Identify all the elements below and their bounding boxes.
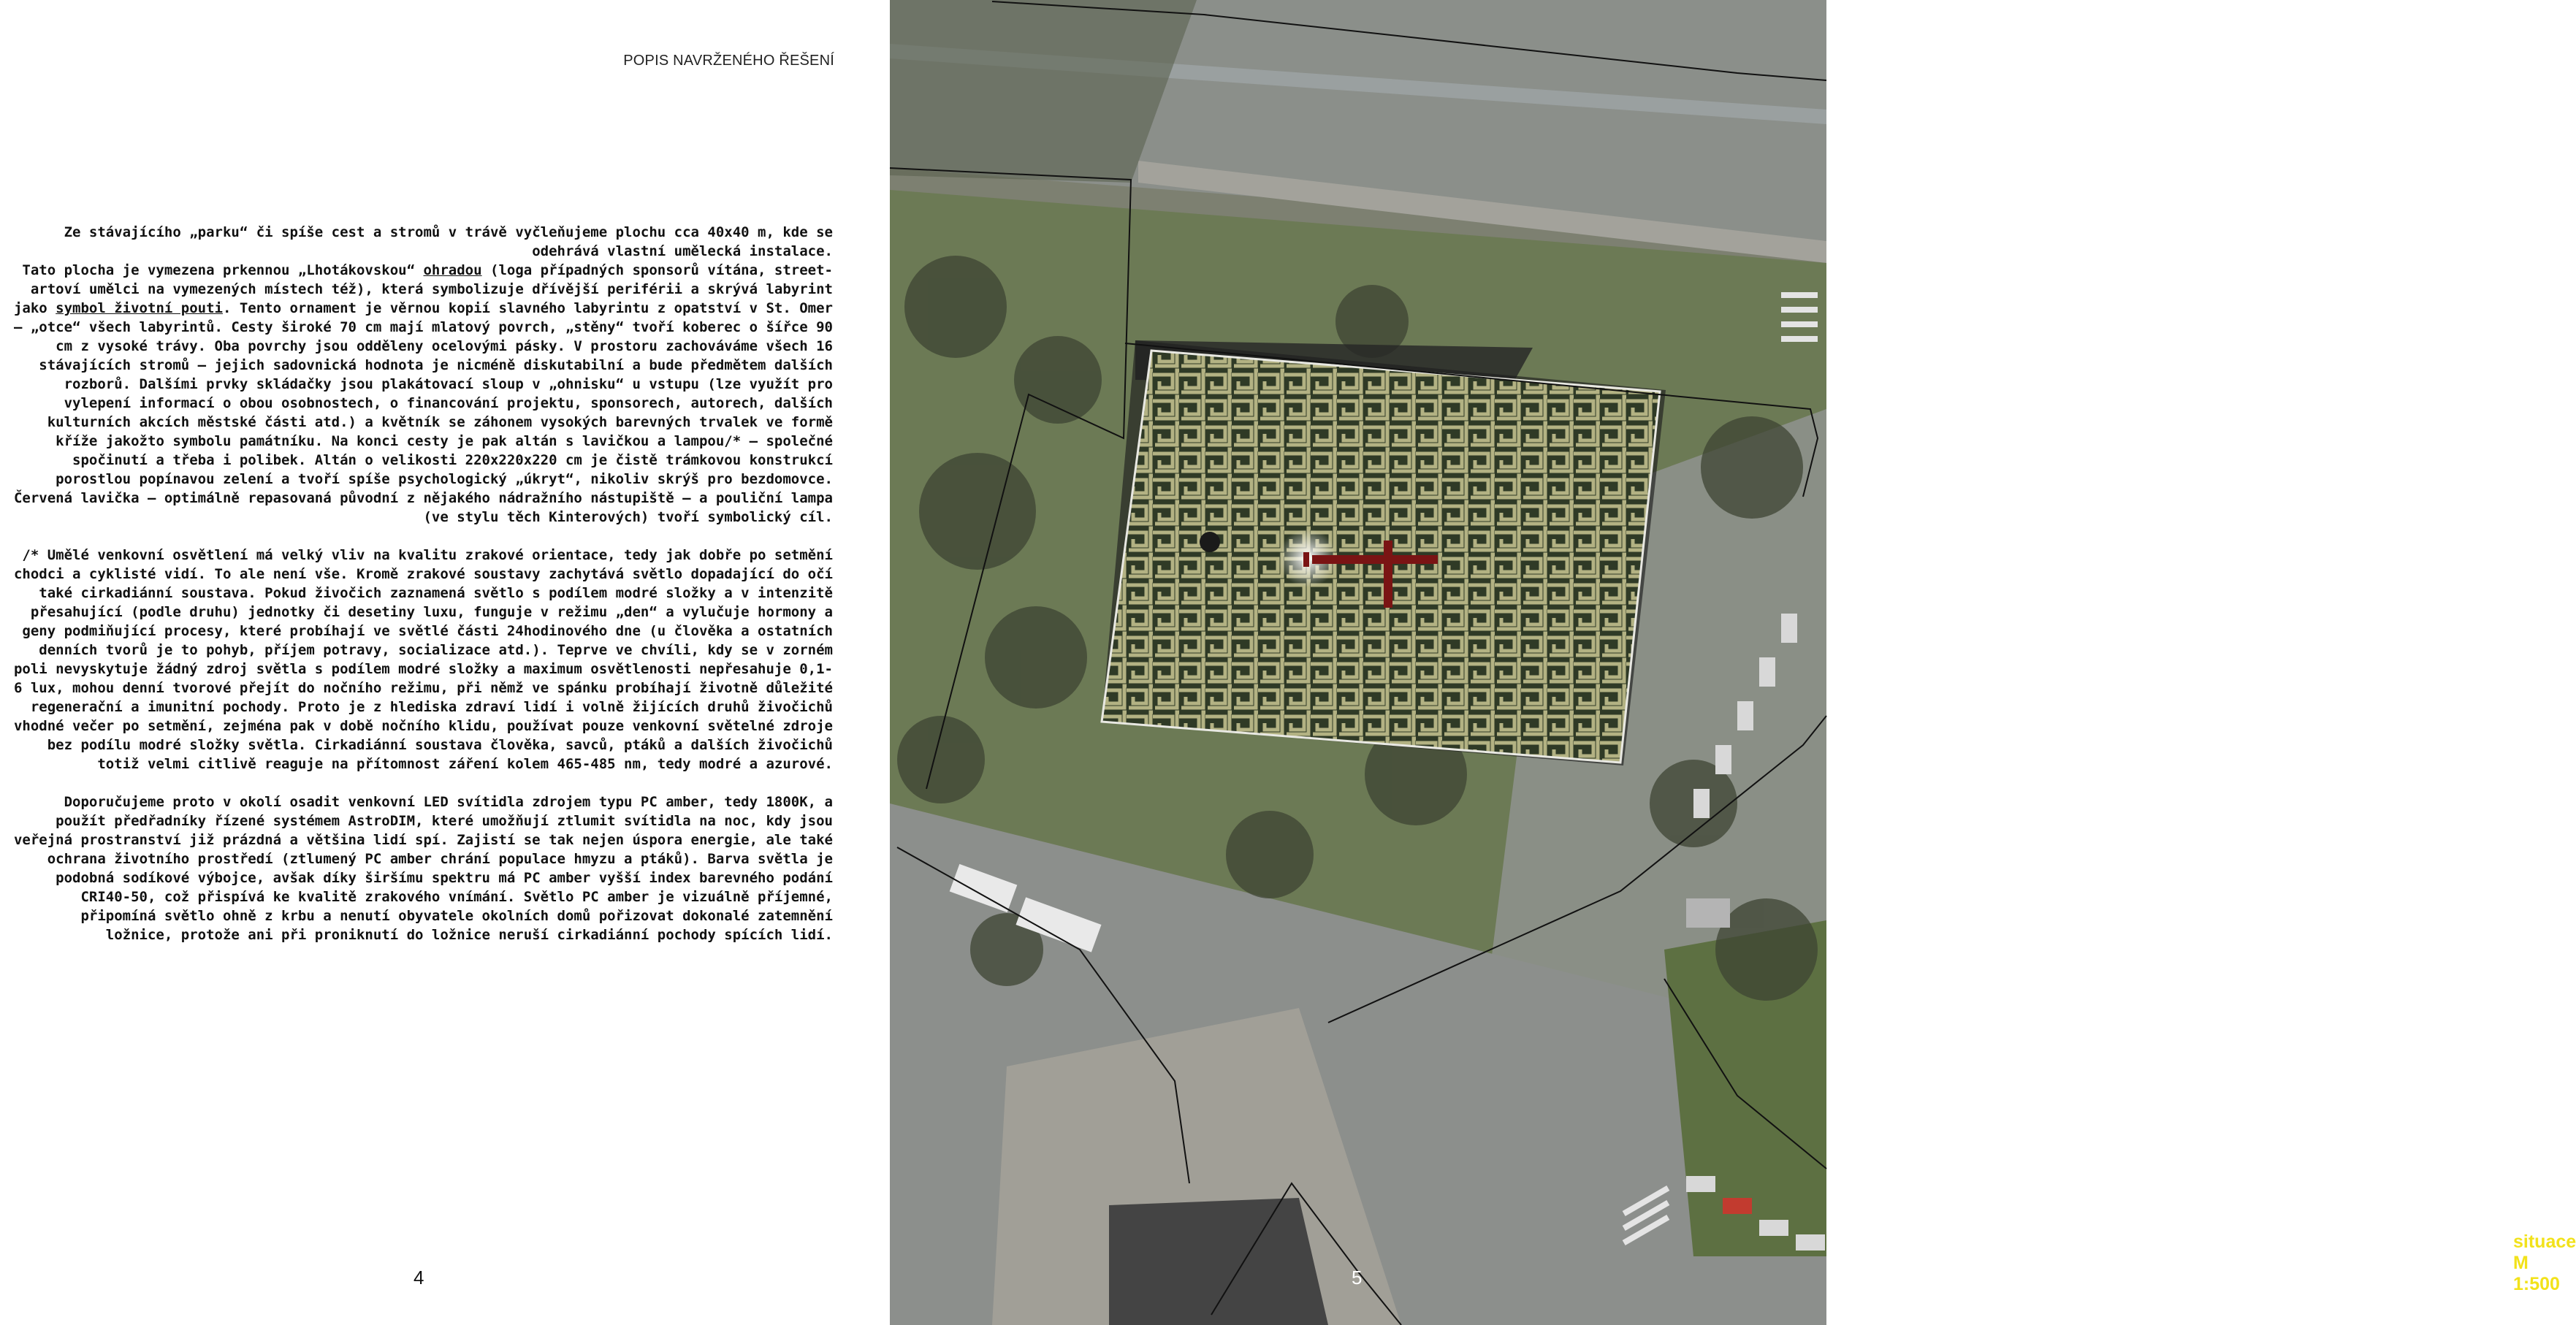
- scale-label: situace M 1:500: [2513, 1232, 2576, 1294]
- text-run: (loga případných sponsorů vítána, street-artoví umělci na vymezených místech též), která symbolizuje dřívější periférii a skrývá labyrint jako: [13, 262, 833, 316]
- underlined-symbol: symbol životní pouti: [56, 300, 223, 316]
- page-number-left: 4: [414, 1267, 424, 1288]
- page-header: POPIS NAVRŽENÉHO ŘEŠENÍ: [623, 53, 834, 69]
- kiosk: [1686, 898, 1730, 928]
- underlined-fence: ohradou: [423, 262, 482, 278]
- paragraph-installation: [6, 261, 833, 527]
- description-text: [6, 223, 833, 963]
- text-run: . Tento ornament je věrnou kopií slavného labyrintu z opatství v St. Omer – „otce“ všech labyrintů. Cesty široké 70 cm mají mlatový povrch, „stěny“ tvoří koberec o šířce 90 cm z vysoké trávy. Oba povrchy jsou odděleny ocelovými pásky. V prostoru zachováváme všech 16 stávajících stromů – jejich sadovnická hodnota je nicméně diskutabilní a bude předmětem dalších rozborů. Dalšími prvky skládačky jsou plakátovací sloup v „ohnisku“ u vstupu (lze využít pro vylepení informací o obou osobnostech, o financování projektu, sponsorech, autorech, dalších kulturních akcích městské části atd.) a květník se záhonem vysokých barevných trvalek ve formě kříže jakožto symbolu památníku. Na konci cesty je pak altán s lavičkou a lampou/* – společné spočinutí a třeba i polibek. Altán o velikosti 220x220x220 cm je čistě trámkovou konstrukcí porostlou popínavou zelení a tvoří spíše psychologický „úkryt“, nikoliv skrýš pro bezdomovce. Červená lavička – optimálně repasovaná původní z nějakého nádražního nástupiště – a pouliční lampa (ve stylu těch Kinterových) tvoří symbolický cíl.: [13, 300, 833, 525]
- text-run: Tato plocha je vymezena prkennou „Lhotákovskou“: [22, 262, 424, 278]
- paragraph-recommendation: Doporučujeme proto v okolí osadit venkovní LED svítidla zdrojem typu PC amber, tedy 1800K, a použít předřadníky řízené systémem AstroDIM, které umožňují ztlumit svítidla na noc, kdy jsou veřejná prostranství již prázdná a většina lidí spí. Zajistí se tak nejen úspora energie, ale také ochrana životního prostředí (ztlumený PC amber chrání populace hmyzu a ptáků). Barva světla je podobná sodíkové výbojce, avšak díky širšímu spektru má PC amber vyšší index barevného podání CRI40-50, což přispívá ke kvalitě zrakového vnímání. Světlo PC amber je vizuálně příjemné, připomíná světlo ohně z krbu a nenutí obyvatele okolních domů pořizovat dokonalé zatemnění ložnice, protože ani při proniknutí do ložnice neruší cirkadiánní pochody spících lidí.: [13, 794, 833, 943]
- aerial-site-plan: [890, 0, 1826, 1325]
- paragraph-lighting: /* Umělé venkovní osvětlení má velký vliv na kvalitu zrakové orientace, tedy jak dobře po setmění chodci a cyklisté vidí. To ale není vše. Kromě zrakové soustavy zachytává světlo dopadající do očí také cirkadiánní soustava. Pokud živočich zaznamená světlo s podílem modré složky a v intenzitě přesahující (podle druhu) jednotky či desetiny luxu, funguje v režimu „den“ a vylučuje hormony a geny podmiňující procesy, které probíhají ve světlé části 24hodinového dne (u člověka a ostatních denních tvorů je to pohyb, příjem potravy, socializace atd.). Teprve ve chvíli, kdy se v zorném poli nevyskytuje žádný zdroj světla s podílem modré složky a maximum osvětlenosti nepřesahuje 0,1-6 lux, mohou denní tvorové přejít do nočního režimu, při němž ve spánku probíhají životně důležité regenerační a imunitní pochody. Proto je z hlediska zdraví lidí i volně žijících druhů živočichů vhodné večer po setmění, zejména pak v době nočního klidu, používat pouze venkovní světelné zdroje bez podílu modré složky světla. Cirkadiánní soustava člověka, savců, ptáků a dalších živočichů totiž velmi citlivě reaguje na přítomnost záření kolem 465-485 nm, tedy modré a azurové.: [13, 547, 833, 772]
- page-number-right: 5: [1352, 1267, 1363, 1288]
- paragraph-intro: Ze stávajícího „parku“ či spíše cest a stromů v trávě vyčleňujeme plochu cca 40x40 m, kde se odehrává vlastní umělecká instalace.: [64, 224, 833, 259]
- site-plan-page: [890, 0, 2576, 1325]
- poster-column: [1200, 532, 1220, 552]
- building-shadow: [1109, 1198, 1328, 1325]
- text-page: [0, 0, 890, 1325]
